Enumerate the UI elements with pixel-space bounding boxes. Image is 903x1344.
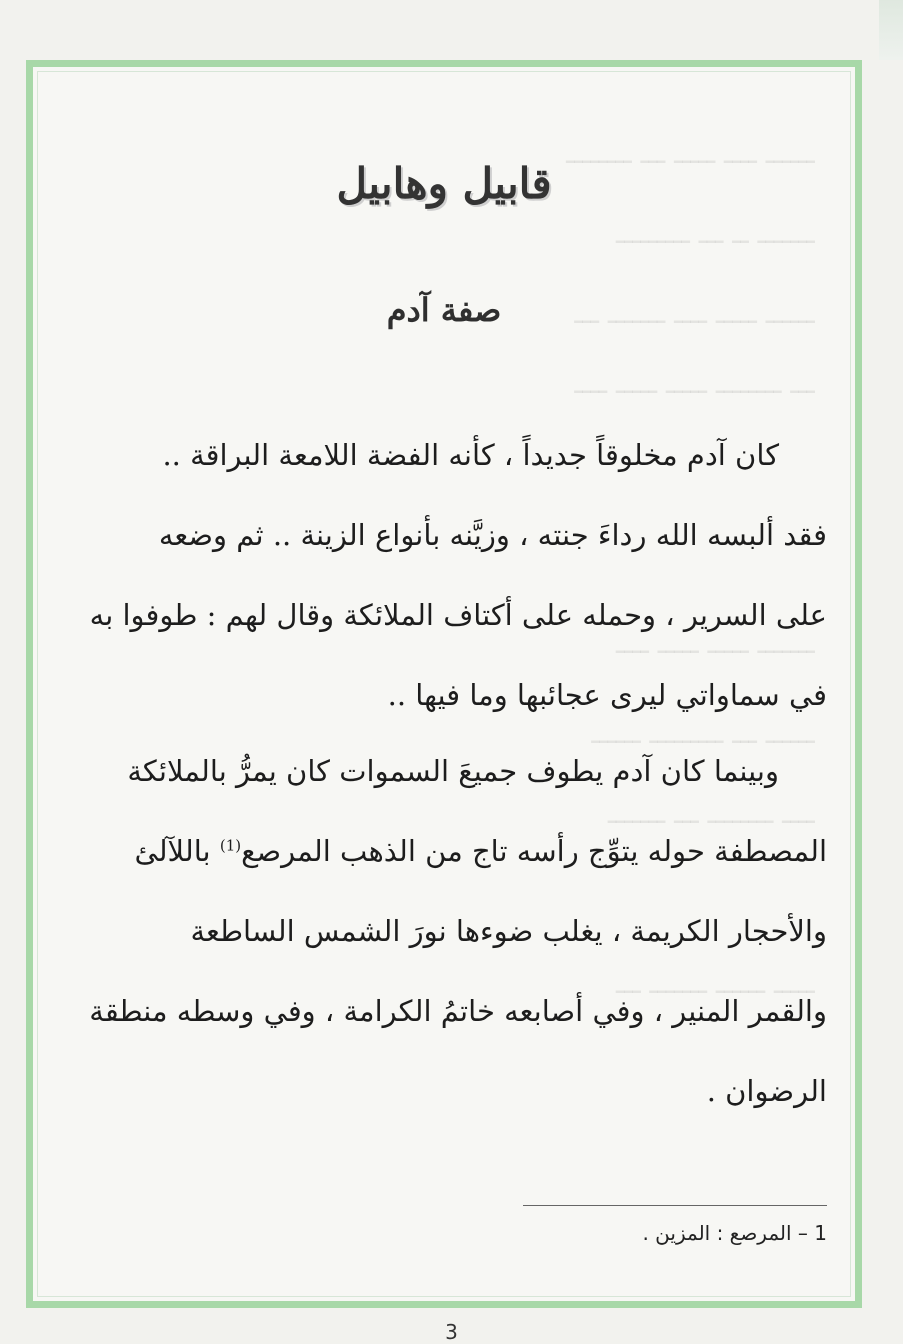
text-line: والقمر المنير ، وفي أصابعه خاتمُ الكرامة ، وفي وسطه منطقة bbox=[89, 994, 827, 1028]
page-edge-shadow bbox=[879, 0, 903, 60]
text-line: والأحجار الكريمة ، يغلب ضوءها نورَ الشمس الساطعة bbox=[190, 914, 827, 948]
bleed-through-text: ـــــــ ــ ـــ ـــــــــ bbox=[616, 217, 815, 250]
text-line-with-footnote bbox=[59, 811, 827, 891]
bleed-through-text: ــــــ ـــــ ــــ ـــــــ ـــ bbox=[574, 297, 815, 330]
bleed-through-text: ــــ ــــــــ ـــ ـــــــ bbox=[607, 797, 815, 830]
bleed-through-text: ــــــ ــــ ـــــ ـــ ــــــــ bbox=[566, 137, 815, 170]
text-line: كان آدم مخلوقاً جديداً ، كأنه الفضة اللامعة البراقة .. bbox=[162, 438, 779, 472]
bleed-through-text: ـــ ــــــــ ـــــ ـــــ ــــ bbox=[574, 367, 815, 400]
text-segment: باللآلئ bbox=[134, 834, 220, 868]
page-frame bbox=[26, 60, 862, 1308]
page-title: قابيل وهابيل bbox=[336, 159, 552, 208]
text-line: الرضوان . bbox=[706, 1074, 827, 1108]
text-line: وبينما كان آدم يطوف جميعَ السموات كان يمرُّ بالملائكة bbox=[127, 754, 779, 788]
text-segment: المصطفة حوله يتوِّج رأسه تاج من الذهب المرصع bbox=[241, 834, 827, 868]
text-line: على السرير ، وحمله على أكتاف الملائكة وقال لهم : طوفوا به bbox=[89, 598, 827, 632]
paragraph-2 bbox=[59, 731, 827, 1131]
bleed-through-text: ــــــ ـــ ـــــــــ ــــــ bbox=[591, 717, 815, 750]
page-number: 3 bbox=[445, 1320, 458, 1344]
bleed-through-text: ـــــ ــــــ ـــــــ ـــ bbox=[616, 967, 815, 1000]
section-heading: صفة آدم bbox=[386, 291, 502, 329]
text-line: فقد ألبسه الله رداءَ جنته ، وزيَّنه بأنواع الزينة .. ثم وضعه bbox=[158, 518, 827, 552]
footnote: 1 – المرصع : المزين . bbox=[642, 1221, 827, 1245]
footnote-divider bbox=[523, 1205, 827, 1206]
footnote-marker: (1) bbox=[219, 836, 242, 855]
bleed-through-text: ـــــــ ـــــ ـــــ ــــ bbox=[616, 627, 815, 660]
text-line: في سماواتي ليرى عجائبها وما فيها .. bbox=[387, 678, 827, 712]
paragraph-1 bbox=[59, 415, 827, 735]
